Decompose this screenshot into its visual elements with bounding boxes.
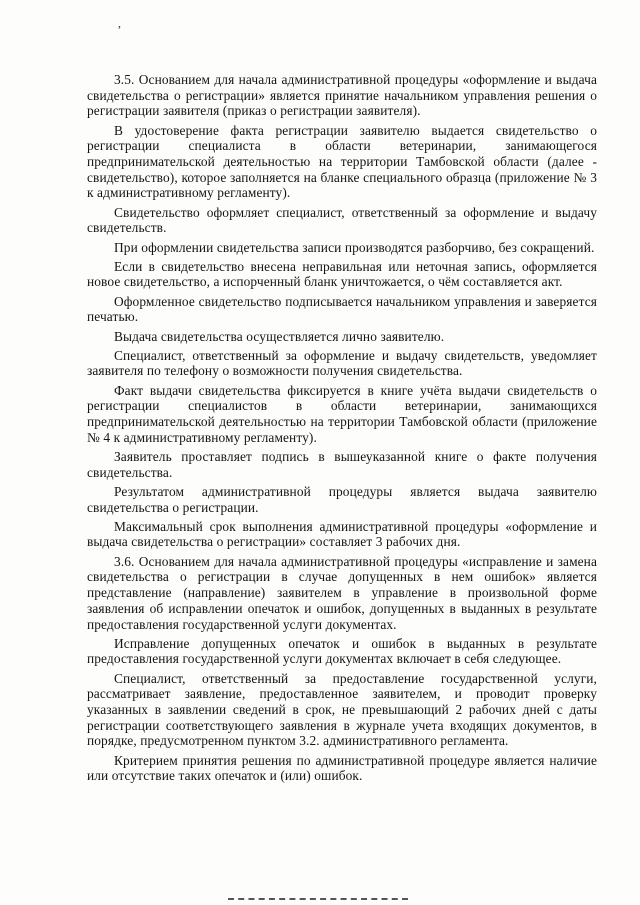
paragraph: При оформлении свидетельства записи производятся разборчиво, без сокращений. — [114, 239, 595, 255]
paragraph: В удостоверение факта регистрации заявителю выдается свидетельство о регистрации специалиста в области ветеринарии, занимающегося предпринимательской деятельностью на территории Тамбовской области (далее - свидетельство), которое заполняется на бланке специального образца (приложение № 3 к административному регламенту). — [87, 122, 597, 201]
paragraph: Критерием принятия решения по административной процедуре является наличие или отсутствие таких опечаток и (или) ошибок. — [87, 752, 597, 784]
paragraph: Факт выдачи свидетельства фиксируется в книге учёта выдачи свидетельств о регистрации специалистов в области ветеринарии, занимающихся предпринимательской деятельностью на территории Тамбовской области (приложение № 4 к административному регламенту). — [87, 382, 597, 445]
paragraph: 3.5. Основанием для начала административной процедуры «оформление и выдача свидетельства о регистрации» является принятие начальником управления решения о регистрации заявителя (приказ о регистрации заявителя). — [87, 72, 597, 119]
document-body — [87, 72, 597, 788]
paragraph: Выдача свидетельства осуществляется лично заявителю. — [114, 328, 445, 344]
paragraph: Исправление допущенных опечаток и ошибок в выданных в результате предоставления государственной услуги документах включает в себя следующее. — [87, 635, 597, 667]
paragraph: Оформленное свидетельство подписывается начальником управления и заверяется печатью. — [87, 293, 597, 325]
paragraph: 3.6. Основанием для начала административной процедуры «исправление и замена свидетельства о регистрации в случае допущенных в нем ошибок» является представление (направление) заявителем в управление в произвольной форме заявления об исправлении опечаток и ошибок, допущенных в выданных в результате предоставления государственной услуги документах. — [87, 553, 597, 632]
paragraph: Свидетельство оформляет специалист, ответственный за оформление и выдачу свидетельств. — [87, 204, 597, 236]
paragraph: Результатом административной процедуры является выдача заявителю свидетельства о регистрации. — [87, 483, 597, 515]
paragraph: Специалист, ответственный за оформление и выдачу свидетельств, уведомляет заявителя по телефону о возможности получения свидетельства. — [87, 347, 597, 379]
corner-mark: , — [118, 16, 121, 30]
paragraph: Максимальный срок выполнения административной процедуры «оформление и выдача свидетельства о регистрации» составляет 3 рабочих дня. — [87, 518, 597, 550]
paragraph: Специалист, ответственный за предоставление государственной услуги, рассматривает заявление, предоставленное заявителем, и проводит проверку указанных в заявлении сведений в срок, не превышающий 2 рабочих дней с даты регистрации соответствующего заявления в журнале учета входящих документов, в порядке, предусмотренном пунктом 3.2. административного регламента. — [87, 670, 597, 749]
paragraph: Заявитель проставляет подпись в вышеуказанной книге о факте получения свидетельства. — [87, 448, 597, 480]
bottom-edge-marks — [228, 898, 408, 903]
paragraph: Если в свидетельство внесена неправильная или неточная запись, оформляется новое свидетельство, а испорченный бланк уничтожается, о чём составляется акт. — [87, 258, 597, 290]
